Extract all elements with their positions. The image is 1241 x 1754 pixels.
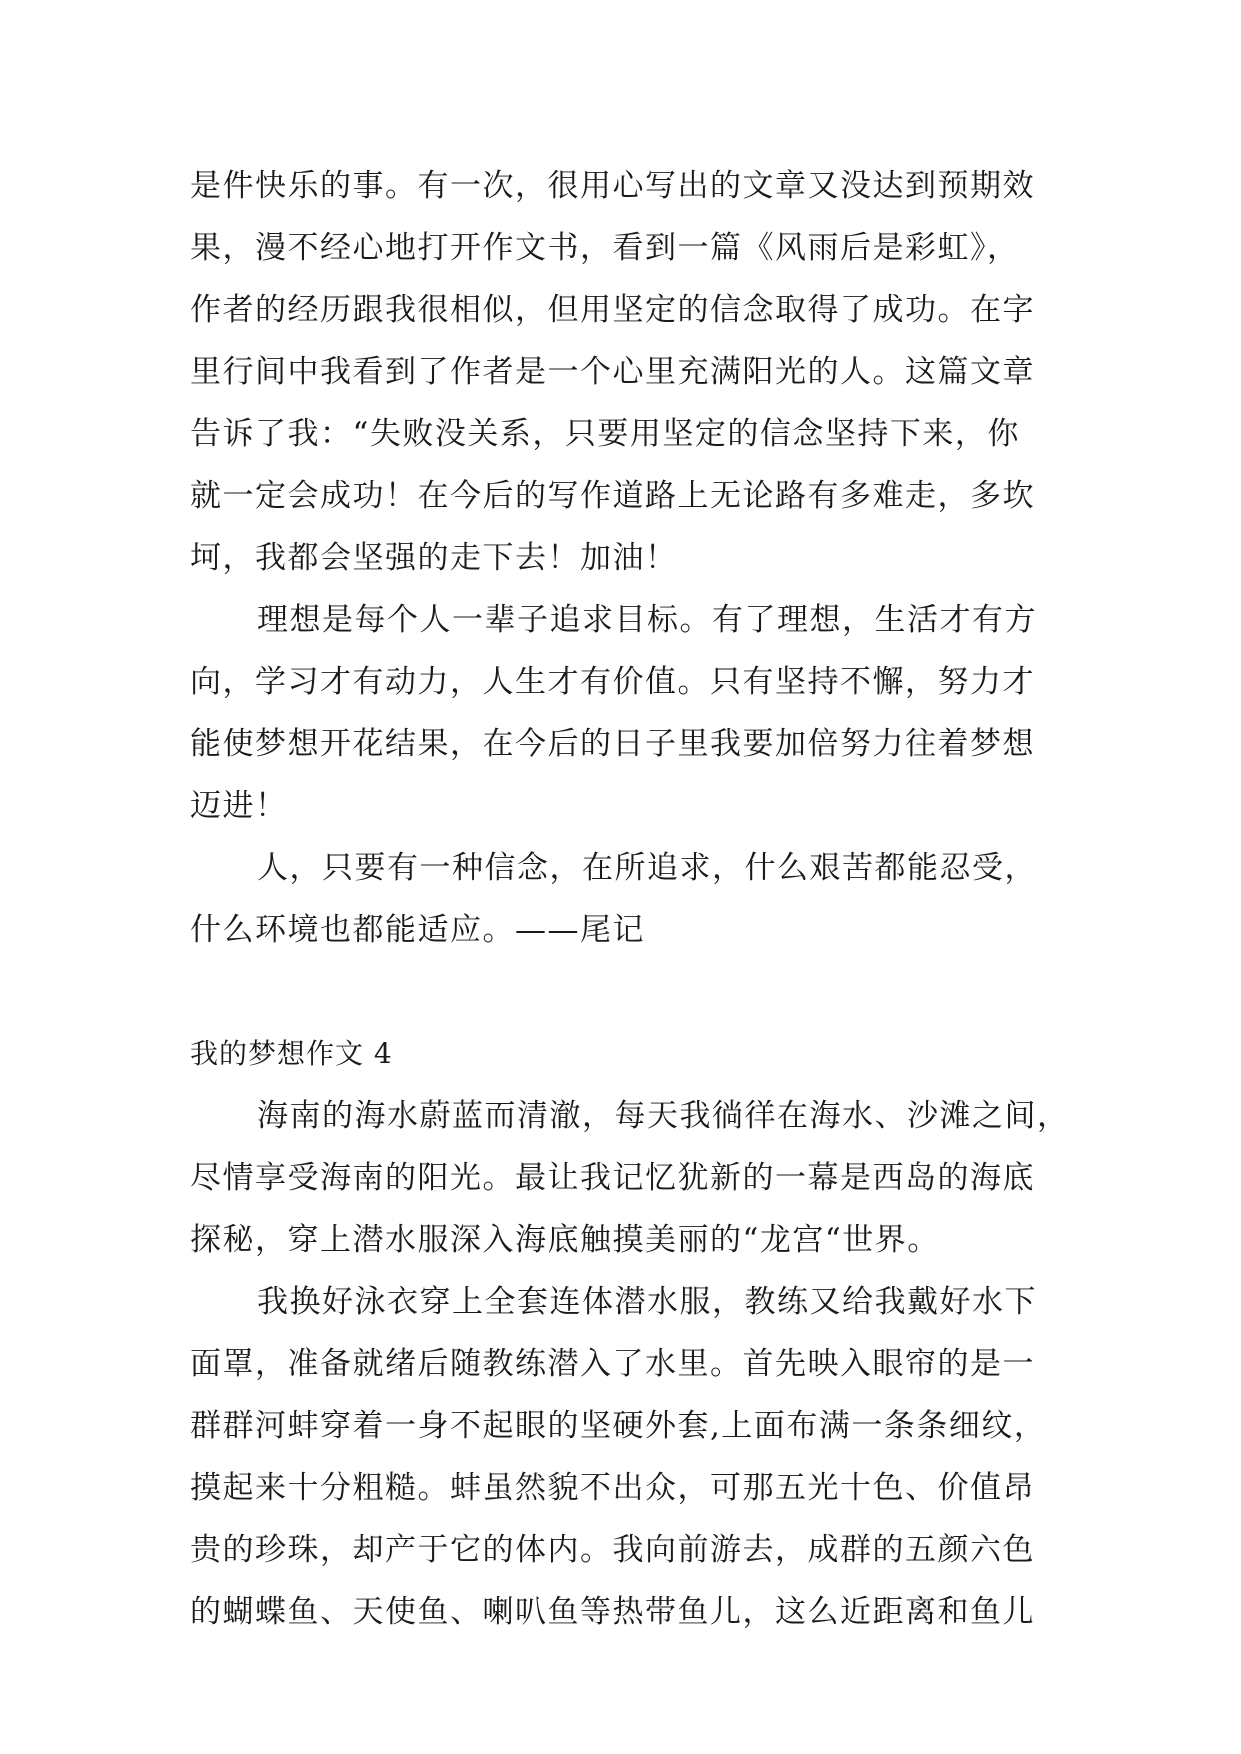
paragraph-first-line: 海南的海水蔚蓝而清澈，每天我徜徉在海水、沙滩之间，: [257, 1098, 1070, 1134]
text-line: 的蝴蝶鱼、天使鱼、喇叭鱼等热带鱼儿，这么近距离和鱼儿: [190, 1594, 1035, 1630]
text-line: 告诉了我：“失败没关系，只要用坚定的信念坚持下来，你: [190, 416, 1020, 452]
text-line: 就一定会成功！在今后的写作道路上无论路有多难走，多坎: [190, 478, 1035, 514]
text-line: 群群河蚌穿着一身不起眼的坚硬外套,上面布满一条条细纹，: [190, 1408, 1047, 1444]
text-line: 探秘，穿上潜水服深入海底触摸美丽的“龙宫“世界。: [190, 1222, 940, 1258]
text-line: 迈进！: [190, 788, 288, 824]
text-line: 摸起来十分粗糙。蚌虽然貌不出众，可那五光十色、价值昂: [190, 1470, 1035, 1506]
text-line: 里行间中我看到了作者是一个心里充满阳光的人。这篇文章: [190, 354, 1035, 390]
section-heading: 我的梦想作文 4: [190, 1037, 393, 1070]
text-line: 什么环境也都能适应。——尾记: [190, 912, 645, 948]
paragraph-first-line: 人，只要有一种信念，在所追求，什么艰苦都能忍受，: [257, 850, 1037, 886]
text-line: 果，漫不经心地打开作文书，看到一篇《风雨后是彩虹》，: [190, 230, 1020, 266]
text-line: 作者的经历跟我很相似，但用坚定的信念取得了成功。在字: [190, 292, 1035, 328]
text-line: 贵的珍珠，却产于它的体内。我向前游去，成群的五颜六色: [190, 1532, 1035, 1568]
text-line: 面罩，准备就绪后随教练潜入了水里。首先映入眼帘的是一: [190, 1346, 1035, 1382]
text-line: 坷，我都会坚强的走下去！加油！: [190, 540, 678, 576]
text-line: 是件快乐的事。有一次，很用心写出的文章又没达到预期效: [190, 168, 1035, 204]
text-line: 向，学习才有动力，人生才有价值。只有坚持不懈，努力才: [190, 664, 1035, 700]
text-line: 能使梦想开花结果，在今后的日子里我要加倍努力往着梦想: [190, 726, 1035, 762]
paragraph-first-line: 我换好泳衣穿上全套连体潜水服，教练又给我戴好水下: [257, 1284, 1037, 1320]
text-line: 尽情享受海南的阳光。最让我记忆犹新的一幕是西岛的海底: [190, 1160, 1035, 1196]
paragraph-first-line: 理想是每个人一辈子追求目标。有了理想，生活才有方: [257, 602, 1037, 638]
